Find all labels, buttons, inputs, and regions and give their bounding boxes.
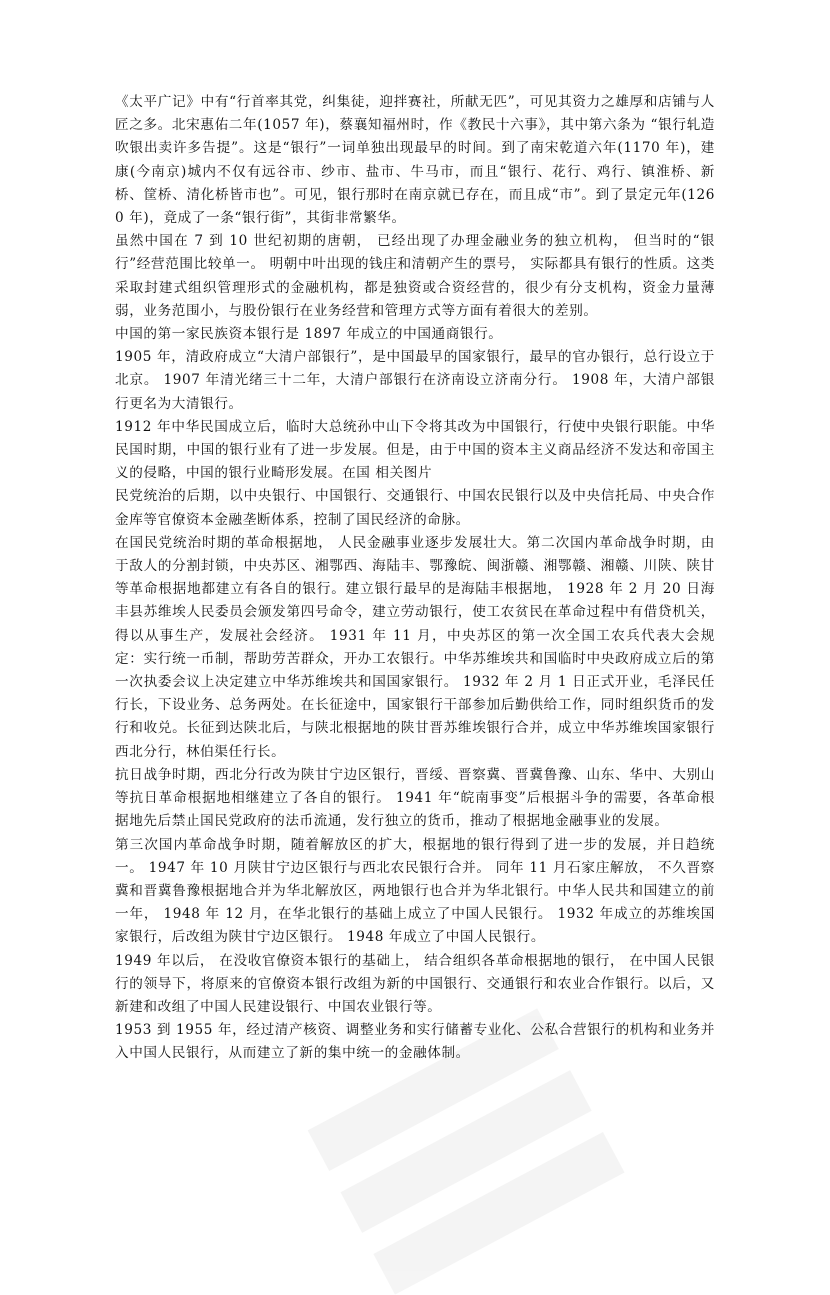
paragraph-kmt-late-period: 民党统治的后期，以中央银行、中国银行、交通银行、中国农民银行以及中央信托局、中央合作金库等官僚资本金融垄断体系，控制了国民经济的命脉。: [115, 488, 715, 528]
paragraph-revolutionary-bases: 在国民党统治时期的革命根据地， 人民金融事业逐步发展壮大。第二次国内革命战争时期，由于敌人的分割封锁，中央苏区、湘鄂西、海陆丰、鄂豫皖、闽浙赣、湘鄂赣、湘赣、川陕、陕甘等革命根据地都建立有各自的银行。建立银行最早的是海陆丰根据地， 1928 年 2 月 20 日海丰县苏维埃人民委员会颁发第四号命令，建立劳动银行，使工农贫民在革命过程中有借贷机关，得以从事生产，发展社会经济。 1931 年 11 月，中央苏区的第一次全国工农兵代表大会规定：实行统一币制，帮助劳苦群众，开办工农银行。中华苏维埃共和国临时中央政府成立后的第一次执委会议上决定建立中华苏维埃共和国国家银行。 1932 年 2 月 1 日正式开业，毛泽民任行长，下设业务、总务两处。在长征途中，国家银行干部参加后勤供给工作，同时组织货币的发行和收兑。长征到达陕北后，与陕北根据地的陕甘晋苏维埃银行合并，成立中华苏维埃国家银行西北分行，林伯渠任行长。: [115, 534, 715, 760]
paragraph-republic-bank: 1912 年中华民国成立后，临时大总统孙中山下令将其改为中国银行，行使中央银行职能。中华民国时期，中国的银行业有了进一步发展。但是，由于中国的资本主义商品经济不发达和帝国主义的侵略，中国的银行业畸形发展。在国 相关图片: [115, 418, 715, 482]
paragraph-daqing-bank: 1905 年，清政府成立“大清户部银行”，是中国最早的国家银行，最早的官办银行，总行设立于北京。 1907 年清光绪三十二年，大清户部银行在济南设立济南分行。 1908 年，大清户部银行更名为大清银行。: [115, 349, 715, 412]
document-body: [115, 91, 715, 1066]
paragraph-liberation-war: 第三次国内革命战争时期，随着解放区的扩大，根据地的银行得到了进一步的发展，并日趋统一。 1947 年 10 月陕甘宁边区银行与西北农民银行合并。 同年 11 月石家庄解放， 不久晋察冀和晋冀鲁豫根据地合并为华北解放区，两地银行也合并为华北银行。中华人民共和国建立的前一年， 1948 年 12 月，在华北银行的基础上成立了中国人民银行。 1932 年成立的苏维埃国家银行，后改组为陕甘宁边区银行。 1948 年成立了中国人民银行。: [115, 836, 715, 946]
paragraph-anti-japanese-war: 抗日战争时期，西北分行改为陕甘宁边区银行，晋绥、晋察冀、晋冀鲁豫、山东、华中、大别山等抗日革命根据地相继建立了各自的银行。 1941 年“皖南事变”后根据斗争的需要，各革命根据地先后禁止国民党政府的法币流通，发行独立的货币，推动了根据地金融事业的发展。: [115, 766, 715, 830]
paragraph-taiping-guangji: 《太平广记》中有“行首率其党，纠集徒，迎拌赛社，所献无匹”，可见其资力之雄厚和店铺与人匠之多。北宋惠佑二年(1057 年)，蔡襄知福州时，作《教民十六事》，其中第六条为 “银行轧造吹银出卖许多告提”。这是“银行”一词单独出现最早的时间。到了南宋乾道六年(1170 年)，建康(今南京)城内不仅有远谷市、纱市、盐市、牛马市，而且“银行、花行、鸡行、镇淮桥、新桥、筐桥、清化桥皆市也”。可见，银行那时在南京就已存在，而且成“市”。到了景定元年(1260 年)，竟成了一条“银行街”，其街非常繁华。: [115, 94, 715, 227]
paragraph-first-national-bank: 中国的第一家民族资本银行是 1897 年成立的中国通商银行。: [115, 326, 503, 343]
paragraph-after-1949: 1949 年以后， 在没收官僚资本银行的基础上， 结合组织各革命根据地的银行， 在中国人民银行的领导下，将原来的官僚资本银行改组为新的中国银行、交通银行和农业合作银行。以后，又新建和改组了中国人民建设银行、中国农业银行等。: [115, 952, 715, 1015]
paragraph-1953-1955: 1953 到 1955 年，经过清产核资、调整业务和实行储蓄专业化、公私合营银行的机构和业务并入中国人民银行，从而建立了新的集中统一的金融体制。: [115, 1022, 715, 1062]
paragraph-tang-ming-qing: 虽然中国在 7 到 10 世纪初期的唐朝， 已经出现了办理金融业务的独立机构， 但当时的“银行”经营范围比较单一。 明朝中叶出现的钱庄和清朝产生的票号， 实际都具有银行的性质。这类采取封建式组织管理形式的金融机构，都是独资或合资经营的，很少有分支机构，资金力量薄弱，业务范围小，与股份银行在业务经营和管理方式等方面有着很大的差别。: [115, 233, 715, 319]
